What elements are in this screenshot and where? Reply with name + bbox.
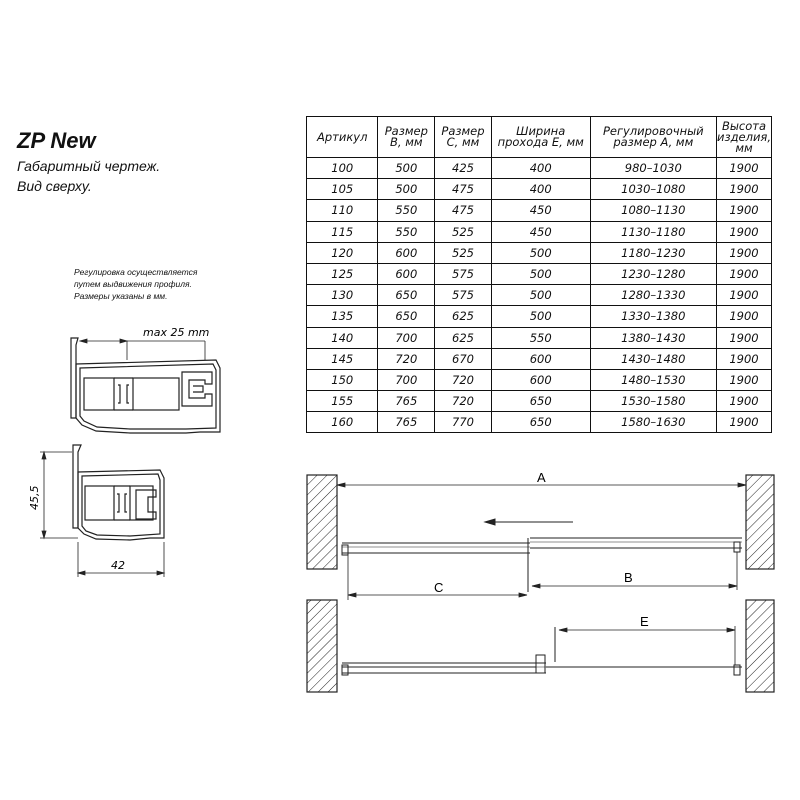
- table-cell: 600: [378, 242, 435, 263]
- header-width-e-line-2: прохода E, мм: [497, 135, 584, 149]
- table-cell: 1900: [716, 179, 771, 200]
- table-cell: 720: [435, 391, 492, 412]
- table-cell: 770: [435, 412, 492, 433]
- subtitle-line-1: Габаритный чертеж.: [17, 158, 161, 174]
- note-line-3: Размеры указаны в мм.: [74, 291, 168, 301]
- dimension-b: [532, 552, 737, 590]
- table-cell: 1900: [716, 369, 771, 390]
- max-dimension: [80, 339, 205, 360]
- table-cell: 450: [491, 221, 590, 242]
- table-cell: 1430–1480: [590, 348, 716, 369]
- header-size-c-line-2: C, мм: [446, 135, 480, 149]
- subtitle-line-2: Вид сверху.: [17, 178, 92, 194]
- table-cell: 575: [435, 285, 492, 306]
- height-dimension: [40, 452, 78, 538]
- table-cell: 600: [491, 348, 590, 369]
- table-cell: 1900: [716, 348, 771, 369]
- table-cell: 700: [378, 327, 435, 348]
- table-cell: 500: [491, 285, 590, 306]
- table-cell: 1900: [716, 285, 771, 306]
- table-cell: 120: [307, 242, 378, 263]
- table-cell: 160: [307, 412, 378, 433]
- drawing-title: ZP New: [17, 128, 96, 153]
- table-cell: 1530–1580: [590, 391, 716, 412]
- table-cell: 765: [378, 391, 435, 412]
- table-cell: 140: [307, 327, 378, 348]
- table-cell: 720: [378, 348, 435, 369]
- table-cell: 1380–1430: [590, 327, 716, 348]
- table-cell: 145: [307, 348, 378, 369]
- table-cell: 135: [307, 306, 378, 327]
- profile-section-top: [71, 338, 220, 433]
- table-cell: 650: [491, 412, 590, 433]
- max-dimension-label: max 25 mm: [143, 326, 210, 339]
- door-panels-open: [342, 627, 742, 675]
- profile-section-bottom: [73, 445, 164, 540]
- dimension-e: [559, 626, 735, 665]
- table-cell: 625: [435, 306, 492, 327]
- table-cell: 1480–1530: [590, 369, 716, 390]
- table-cell: 765: [378, 412, 435, 433]
- table-cell: 155: [307, 391, 378, 412]
- header-size-b-line-1: Размер: [384, 124, 428, 138]
- wall-left-top: [307, 475, 337, 569]
- header-size-b-line-2: B, мм: [390, 135, 423, 149]
- header-width-e-line-1: Ширина: [516, 124, 566, 138]
- table-cell: 1130–1180: [590, 221, 716, 242]
- table-cell: 425: [435, 158, 492, 179]
- table-cell: 475: [435, 179, 492, 200]
- dimension-a-label: A: [537, 470, 546, 485]
- table-cell: 1900: [716, 221, 771, 242]
- table-cell: 1080–1130: [590, 200, 716, 221]
- note-line-1: Регулировка осуществляется: [74, 267, 198, 277]
- table-cell: 600: [491, 369, 590, 390]
- table-cell: 400: [491, 158, 590, 179]
- table-cell: 1230–1280: [590, 263, 716, 284]
- table-cell: 720: [435, 369, 492, 390]
- table-cell: 1900: [716, 412, 771, 433]
- table-cell: 110: [307, 200, 378, 221]
- table-cell: 650: [491, 391, 590, 412]
- table-cell: 1900: [716, 242, 771, 263]
- table-cell: 1900: [716, 306, 771, 327]
- table-cell: 115: [307, 221, 378, 242]
- table-cell: 1330–1380: [590, 306, 716, 327]
- header-size-c-line-1: Размер: [441, 124, 485, 138]
- table-cell: 1900: [716, 327, 771, 348]
- note-line-2: путем выдвижения профиля.: [74, 279, 192, 289]
- table-cell: 650: [378, 306, 435, 327]
- dimension-e-label: E: [640, 614, 649, 629]
- width-dimension-label: 42: [111, 559, 125, 572]
- header-height-line-3: мм: [735, 140, 753, 155]
- header-adjust-a-line-2: размер A, мм: [613, 135, 694, 149]
- table-cell: 980–1030: [590, 158, 716, 179]
- height-dimension-label: 45,5: [28, 485, 41, 510]
- table-cell: 550: [491, 327, 590, 348]
- table-cell: 600: [378, 263, 435, 284]
- table-cell: 575: [435, 263, 492, 284]
- table-cell: 1900: [716, 391, 771, 412]
- table-cell: 125: [307, 263, 378, 284]
- table-cell: 1900: [716, 200, 771, 221]
- dimension-c-label: C: [434, 580, 444, 595]
- table-cell: 1900: [716, 158, 771, 179]
- table-cell: 670: [435, 348, 492, 369]
- table-cell: 550: [378, 200, 435, 221]
- table-cell: 500: [378, 179, 435, 200]
- table-cell: 1180–1230: [590, 242, 716, 263]
- wall-right-top: [746, 475, 774, 569]
- table-cell: 105: [307, 179, 378, 200]
- table-cell: 500: [491, 306, 590, 327]
- table-cell: 1030–1080: [590, 179, 716, 200]
- wall-left-bottom: [307, 600, 337, 692]
- header-height-line-1: Высота: [721, 118, 767, 133]
- table-cell: 150: [307, 369, 378, 390]
- table-cell: 100: [307, 158, 378, 179]
- table-cell: 450: [491, 200, 590, 221]
- table-cell: 475: [435, 200, 492, 221]
- table-cell: 1280–1330: [590, 285, 716, 306]
- header-adjust-a-line-1: Регулировочный: [602, 124, 704, 138]
- table-cell: 650: [378, 285, 435, 306]
- table-cell: 525: [435, 242, 492, 263]
- table-cell: 550: [378, 221, 435, 242]
- table-cell: 500: [378, 158, 435, 179]
- wall-right-bottom: [746, 600, 774, 692]
- table-cell: 400: [491, 179, 590, 200]
- table-cell: 525: [435, 221, 492, 242]
- table-cell: 700: [378, 369, 435, 390]
- table-cell: 1900: [716, 263, 771, 284]
- table-cell: 625: [435, 327, 492, 348]
- slide-direction-arrow: [485, 519, 573, 525]
- table-cell: 500: [491, 242, 590, 263]
- door-panels-closed: [342, 538, 742, 592]
- table-cell: 1580–1630: [590, 412, 716, 433]
- header-height-line-2: изделия,: [716, 129, 771, 144]
- table-cell: 130: [307, 285, 378, 306]
- dimension-b-label: B: [624, 570, 633, 585]
- table-cell: 500: [491, 263, 590, 284]
- header-article-line: Артикул: [317, 129, 368, 144]
